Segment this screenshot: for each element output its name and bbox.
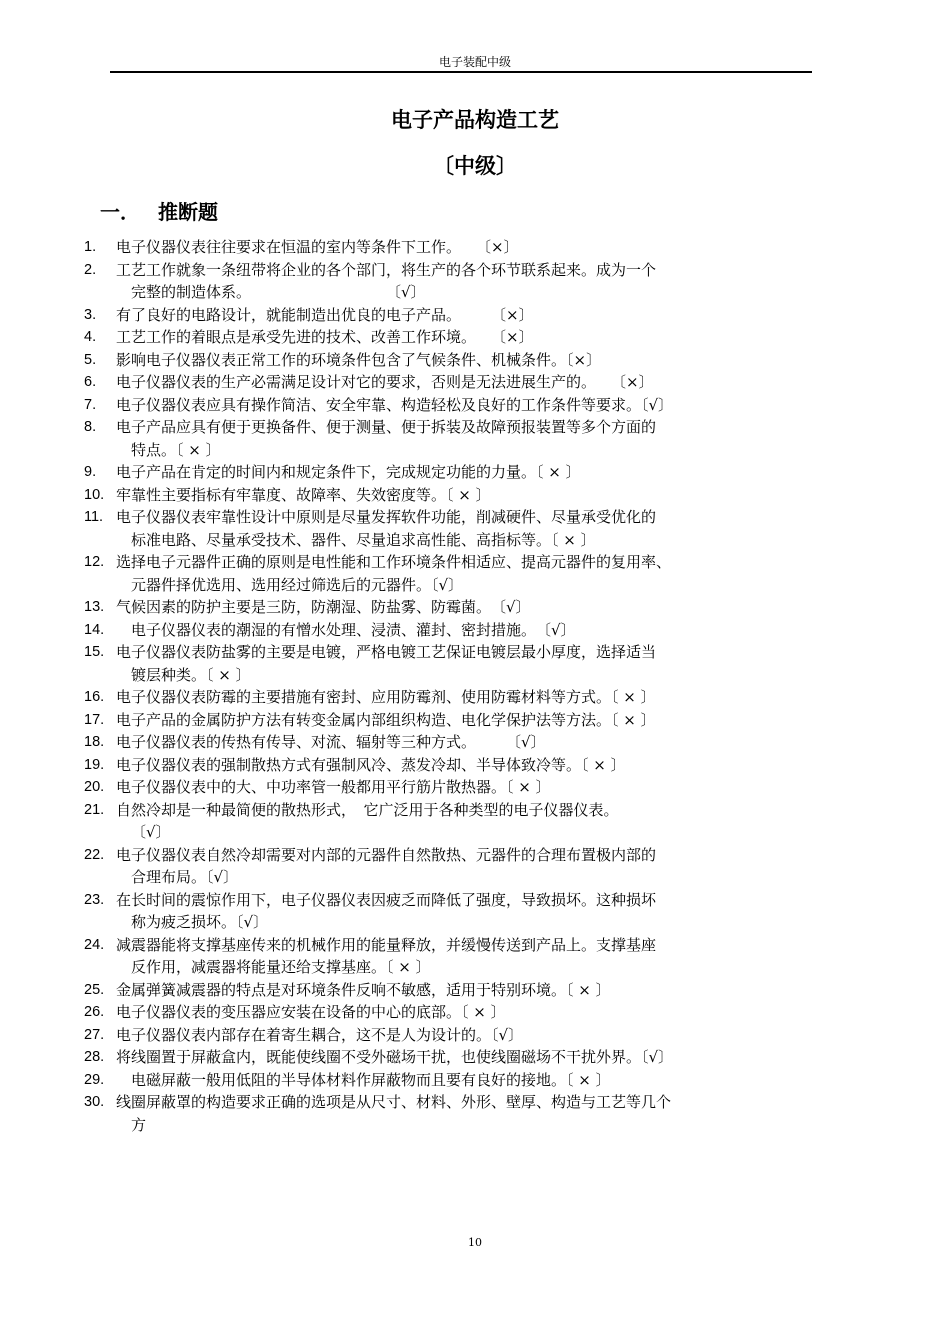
question-list: [84, 236, 824, 1136]
item-text-line: 电子仪器仪表的传热有传导、对流、辐射等三种方式。 〔√〕: [116, 733, 546, 751]
list-item: [84, 731, 824, 754]
item-text-line: 气候因素的防护主要是三防，防潮湿、防盐雾、防霉菌。 〔√〕: [116, 598, 531, 616]
list-item: [84, 1046, 824, 1069]
item-text-line: 〔√〕: [131, 823, 171, 841]
item-number: 24.: [84, 936, 105, 953]
item-text-line: 工艺工作的着眼点是承受先进的技术、改善工作环境。 〔×〕: [116, 328, 534, 346]
list-item: [84, 349, 824, 372]
list-item: [84, 596, 824, 619]
item-text-line: 电子仪器仪表的强制散热方式有强制风冷、蒸发冷却、半导体致冷等。〔 × 〕: [116, 755, 626, 774]
item-text-line: 电子仪器仪表往往要求在恒温的室内等条件下工作。 〔×〕: [116, 238, 519, 256]
item-number: 14.: [84, 621, 105, 638]
list-item: [84, 236, 824, 259]
list-item: [84, 641, 824, 686]
list-item: [84, 776, 824, 799]
item-number: 22.: [84, 846, 105, 863]
item-text-line: 电子仪器仪表的变压器应安装在设备的中心的底部。〔 × 〕: [116, 1003, 506, 1021]
item-text-line: 电子仪器仪表防盐雾的主要是电镀，严格电镀工艺保证电镀层最小厚度，选择适当: [116, 643, 657, 661]
item-number: 5.: [84, 351, 97, 368]
item-text-line: 反作用，减震器将能量还给支撑基座。〔 × 〕: [131, 958, 431, 976]
item-text-line: 将线圈置于屏蔽盒内，既能使线圈不受外磁场干扰，也使线圈磁场不干扰外界。〔√〕: [116, 1048, 674, 1066]
item-number: 27.: [84, 1026, 105, 1043]
item-number: 28.: [84, 1049, 105, 1065]
list-item: [84, 619, 824, 642]
list-item: [84, 371, 824, 394]
item-number: 1.: [84, 239, 97, 255]
item-text-line: 电子仪器仪表中的大、中功率管一般都用平行筋片散热器。〔 × 〕: [116, 778, 551, 796]
item-number: 4.: [84, 329, 97, 345]
item-number: 18.: [84, 734, 105, 750]
section-number: 一．: [100, 200, 140, 224]
item-text-line: 自然冷却是一种最简便的散热形式， 它广泛用于各种类型的电子仪器仪表。: [116, 800, 619, 819]
list-item: [84, 326, 824, 349]
item-number: 10.: [84, 486, 105, 503]
item-number: 12.: [84, 554, 105, 570]
list-item: [84, 1091, 824, 1136]
list-item: [84, 979, 824, 1002]
item-text-line: 完整的制造体系。 〔√〕: [131, 283, 426, 301]
section-title: 推断题: [158, 200, 218, 224]
item-number: 23.: [84, 891, 105, 908]
item-number: 7.: [84, 396, 97, 413]
list-item: [84, 1001, 824, 1024]
item-text-line: 标准电路、尽量承受技术、器件、尽量追求高性能、高指标等。〔 × 〕: [131, 530, 596, 549]
item-text-line: 电磁屏蔽一般用低阻的半导体材料作屏蔽物而且要有良好的接地。〔 × 〕: [116, 1070, 611, 1089]
item-text-line: 线圈屏蔽罩的构造要求正确的选项是从尺寸、材料、外形、壁厚、构造与工艺等几个: [116, 1093, 672, 1111]
list-item: [84, 484, 824, 507]
item-number: 30.: [84, 1094, 105, 1110]
list-item: [84, 1024, 824, 1047]
list-item: [84, 461, 824, 484]
section-heading: [100, 196, 218, 225]
list-item: [84, 394, 824, 417]
list-item: [84, 844, 824, 889]
list-item: [84, 754, 824, 777]
list-item: [84, 506, 824, 551]
list-item: [84, 1069, 824, 1092]
item-number: 17.: [84, 711, 105, 728]
item-text-line: 电子产品应具有便于更换备件、便于测量、便于拆装及故障预报装置等多个方面的: [116, 418, 657, 436]
item-number: 29.: [84, 1071, 105, 1088]
item-text-line: 合理布局。〔√〕: [131, 868, 239, 886]
item-number: 11.: [84, 509, 104, 525]
item-number: 26.: [84, 1004, 105, 1020]
item-number: 21.: [84, 801, 105, 818]
item-number: 20.: [84, 779, 105, 795]
page-number: 10: [468, 1236, 482, 1249]
item-text-line: 在长时间的震惊作用下，电子仪器仪表因疲乏而降低了强度，导致损坏。这种损坏: [116, 890, 657, 909]
item-text-line: 称为疲乏损坏。〔√〕: [131, 913, 269, 931]
list-item: [84, 934, 824, 979]
list-item: [84, 799, 824, 844]
document-title: 电子产品构造工艺: [391, 108, 559, 132]
item-text-line: 工艺工作就象一条纽带将企业的各个部门，将生产的各个环节联系起来。成为一个: [116, 260, 657, 279]
item-number: 15.: [84, 644, 105, 660]
item-text-line: 金属弹簧减震器的特点是对环境条件反响不敏感，适用于特别环境。〔 × 〕: [116, 980, 611, 999]
list-item: [84, 686, 824, 709]
document-subtitle: 〔中级〕: [433, 154, 517, 178]
list-item: [84, 709, 824, 732]
item-text-line: 电子仪器仪表的生产必需满足设计对它的要求，否则是无法进展生产的。 〔×〕: [116, 373, 654, 391]
item-number: 9.: [84, 464, 97, 480]
item-text-line: 减震器能将支撑基座传来的机械作用的能量释放，并缓慢传送到产品上。支撑基座: [116, 935, 657, 954]
item-number: 16.: [84, 689, 105, 705]
item-text-line: 选择电子元器件正确的原则是电性能和工作环境条件相适应、提高元器件的复用率、: [116, 553, 672, 571]
list-item: [84, 551, 824, 596]
item-text-line: 有了良好的电路设计，就能制造出优良的电子产品。 〔×〕: [116, 305, 534, 324]
item-number: 8.: [84, 419, 97, 435]
item-text-line: 电子仪器仪表牢靠性设计中原则是尽量发挥软件功能，削减硬件、尽量承受优化的: [116, 508, 657, 526]
item-text-line: 电子产品在肯定的时间内和规定条件下，完成规定功能的力量。〔 × 〕: [116, 463, 581, 481]
item-text-line: 影响电子仪器仪表正常工作的环境条件包含了气候条件、机械条件。〔×〕: [116, 350, 602, 369]
item-text-line: 镀层种类。〔 × 〕: [131, 665, 251, 684]
running-header: 电子装配中级: [438, 55, 511, 69]
item-text-line: 电子仪器仪表应具有操作简洁、安全牢靠、构造轻松及良好的工作条件等要求。〔√〕: [116, 395, 674, 414]
item-number: 3.: [84, 306, 97, 323]
item-text-line: 电子仪器仪表的潮湿的有憎水处理、浸渍、灌封、密封措施。 〔√〕: [116, 620, 576, 639]
item-text-line: 电子仪器仪表自然冷却需要对内部的元器件自然散热、元器件的合理布置极内部的: [116, 845, 657, 864]
list-item: [84, 259, 824, 304]
header-rule: [110, 71, 812, 73]
item-text-line: 方: [131, 1115, 147, 1134]
item-number: 6.: [84, 374, 97, 390]
item-text-line: 特点。〔 × 〕: [131, 440, 221, 459]
item-number: 13.: [84, 599, 105, 615]
list-item: [84, 416, 824, 461]
item-text-line: 电子仪器仪表内部存在着寄生耦合，这不是人为设计的。〔√〕: [116, 1025, 524, 1044]
item-text-line: 电子仪器仪表防霉的主要措施有密封、应用防霉剂、使用防霉材料等方式。〔 × 〕: [116, 688, 656, 706]
item-text-line: 牢靠性主要指标有牢靠度、故障率、失效密度等。〔 × 〕: [116, 485, 491, 504]
item-text-line: 元器件择优选用、选用经过筛选后的元器件。〔√〕: [131, 575, 464, 594]
list-item: [84, 889, 824, 934]
item-number: 2.: [84, 261, 97, 278]
item-number: 25.: [84, 981, 105, 998]
list-item: [84, 304, 824, 327]
item-text-line: 电子产品的金属防护方法有转变金属内部组织构造、电化学保护法等方法。〔 × 〕: [116, 710, 656, 729]
item-number: 19.: [84, 756, 105, 773]
